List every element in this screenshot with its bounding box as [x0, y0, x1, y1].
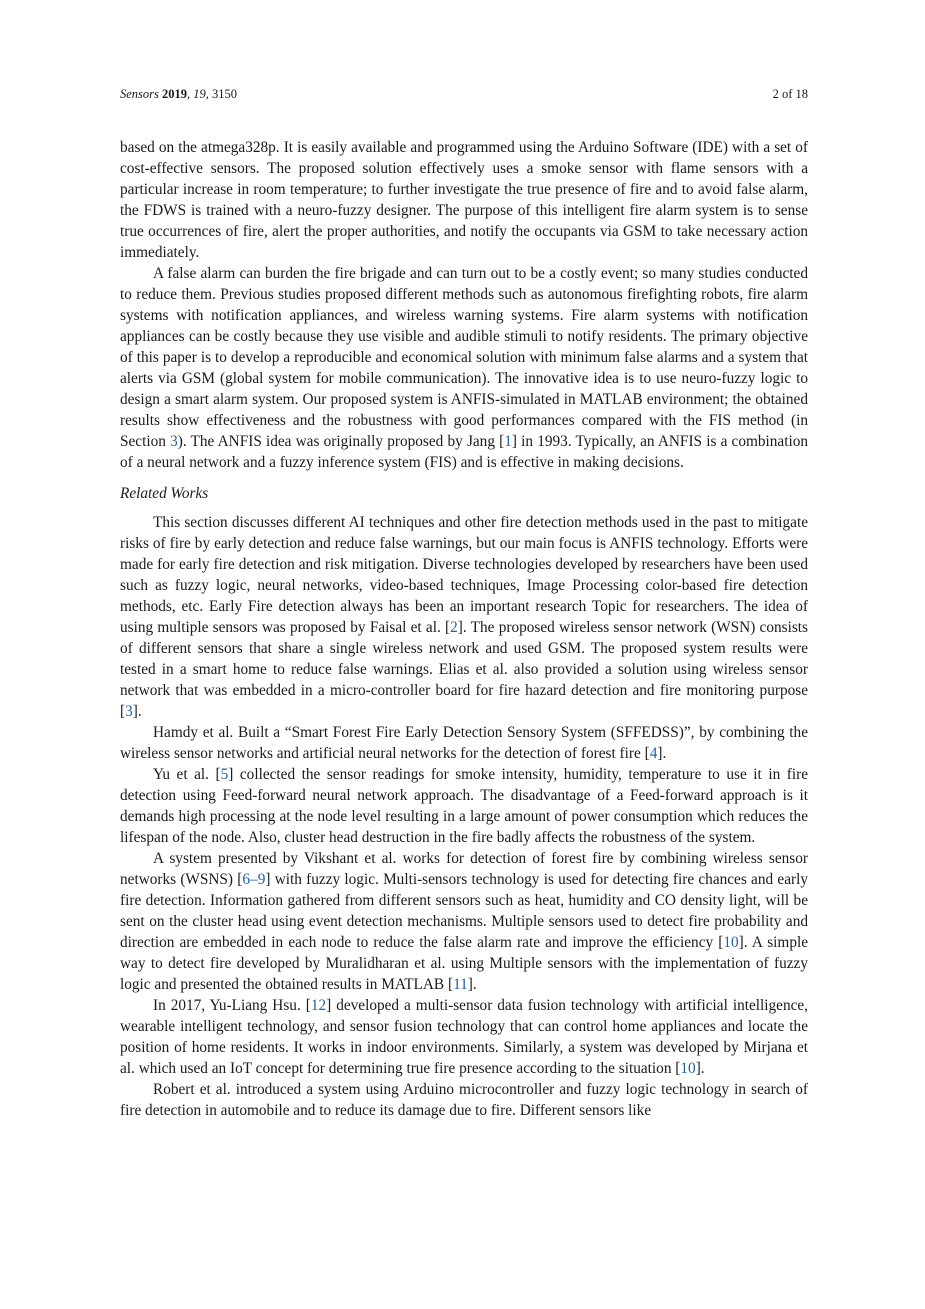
body-paragraph: [120, 848, 808, 995]
paragraph-text: ] developed a multi-sensor data fusion technology with artificial intelligence, wearable intelligent technology, and sensor fusion technology that can control home appliances and locate the position of home residents. It works in indoor environments. Similarly, a system was developed by Mirjana et al. which used an IoT concept for determining true fire presence according to the situation [: [120, 997, 808, 1077]
paragraph-text: ] collected the sensor readings for smoke intensity, humidity, temperature to use it in fire detection using Feed-forward neural network approach. The disadvantage of a Feed-forward approach is it demands high processing at the node level resulting in a large amount of power consumption which reduces the lifespan of the node. Also, cluster head destruction in the fire badly affects the robustness of the system.: [120, 766, 808, 846]
citation-link[interactable]: 1: [504, 433, 512, 450]
citation-link[interactable]: 12: [310, 997, 327, 1014]
paragraph-text: ] in 1993. Typically, an ANFIS is a combination of a neural network and a fuzzy inference system (FIS) and is effective in making decisions.: [120, 433, 809, 471]
article-body: [120, 137, 808, 1121]
paragraph-text: based on the atmega328p. It is easily available and programmed using the Arduino Software (IDE) with a set of cost-effective sensors. The proposed solution effectively uses a smoke sensor with flame sensors with a particular increase in room temperature; to further investigate the true presence of fire and to avoid false alarm, the FDWS is trained with a neuro-fuzzy designer. The purpose of this intelligent fire alarm system is to sense true occurrences of fire, alert the proper authorities, and notify the occupants via GSM to take necessary action immediately.: [120, 139, 808, 261]
paragraph-text: ].: [695, 1060, 705, 1077]
paragraph-text: ].: [467, 976, 477, 993]
paragraph-text: Yu et al. [: [153, 766, 221, 783]
paragraph-text: ].: [132, 703, 142, 720]
citation-link[interactable]: 5: [220, 766, 229, 783]
paragraph-text: ). The ANFIS idea was originally proposed by Jang [: [177, 433, 505, 450]
page-number: 2 of 18: [772, 87, 808, 101]
citation-link[interactable]: 3: [170, 433, 178, 450]
body-paragraph: [120, 137, 808, 263]
article-number: 3150: [212, 87, 238, 101]
citation-link[interactable]: 3: [125, 703, 133, 720]
paragraph-text: ].: [657, 745, 667, 762]
citation-link[interactable]: 4: [649, 745, 658, 762]
paragraph-text: This section discusses different AI techniques and other fire detection methods used in the past to mitigate risks of fire by early detection and reduce false warnings, but our main focus is ANFIS technology. Efforts were made for early fire detection and risk mitigation. Diverse technologies developed by researchers have been used such as fuzzy logic, neural networks, video-based techniques, Image Processing color-based fire detection methods, etc. Early Fire detection always has been an important research Topic for researchers. The idea of using multiple sensors was proposed by Faisal et al. [: [120, 514, 808, 636]
paragraph-text: ]. A simple way to detect fire developed by Muralidharan et al. using Multiple sensors with the implementation of fuzzy logic and presented the obtained results in MATLAB [: [120, 934, 809, 993]
running-header: [120, 86, 808, 102]
journal-name: Sensors: [120, 87, 159, 101]
paragraph-text: Robert et al. introduced a system using Arduino microcontroller and fuzzy logic technology in search of fire detection in automobile and to reduce its damage due to fire. Different sensors like: [120, 1081, 808, 1119]
journal-year: 2019: [162, 87, 188, 101]
body-paragraph: [120, 722, 808, 764]
paragraph-text: A false alarm can burden the fire brigade and can turn out to be a costly event; so many studies conducted to reduce them. Previous studies proposed different methods such as autonomous firefighting robots, fire alarm systems with notification appliances, and wireless warning systems. Fire alarm systems with notification appliances can be costly because they use visible and audible stimuli to notify residents. The primary objective of this paper is to develop a reproducible and economical solution with minimum false alarms and a system that alerts via GSM (global system for mobile communication). The innovative idea is to use neuro-fuzzy logic to design a smart alarm system. Our proposed system is ANFIS-simulated in MATLAB environment; the obtained results show effectiveness and the robustness with good performances compared with the FIS method (in Section: [120, 265, 808, 450]
citation-link[interactable]: 6–9: [242, 871, 266, 888]
body-paragraph: [120, 512, 808, 722]
paragraph-text: ]. The proposed wireless sensor network (WSN) consists of different sensors that share a single wireless network and used GSM. The proposed system results were tested in a smart home to reduce false warnings. Elias et al. also provided a solution using wireless sensor network that was embedded in a micro-controller board for fire hazard detection and fire monitoring purpose [: [120, 619, 808, 720]
citation-link[interactable]: 2: [450, 619, 458, 636]
body-paragraph: [120, 263, 808, 473]
citation-link[interactable]: 10: [680, 1060, 696, 1077]
paragraph-text: In 2017, Yu-Liang Hsu. [: [153, 997, 311, 1014]
journal-volume: 19: [193, 87, 206, 101]
paragraph-text: Hamdy et al. Built a “Smart Forest Fire Early Detection Sensory System (SFFEDSS)”, by combining the wireless sensor networks and artificial neural networks for the detection of forest fire [: [120, 724, 808, 762]
journal-citation: Sensors 2019, 19, 3150: [120, 87, 238, 101]
paragraph-text: ] with fuzzy logic. Multi-sensors technology is used for detecting fire chances and early fire detection. Information gathered from different sensors such as heat, humidity and CO density light, will be sent on the cluster head using event detection mechanisms. Multiple sensors used to detect fire probability and direction are embedded in each node to reduce the false alarm rate and improve the efficiency [: [120, 871, 808, 951]
section-heading: Related Works: [120, 485, 209, 502]
citation-link[interactable]: 11: [453, 976, 468, 993]
body-paragraph: [120, 1079, 808, 1121]
citation-link[interactable]: 10: [723, 934, 739, 951]
body-paragraph: [120, 995, 808, 1079]
body-paragraph: [120, 764, 808, 848]
paragraph-text: A system presented by Vikshant et al. works for detection of forest fire by combining wireless sensor networks (WSNS) [: [120, 850, 808, 888]
